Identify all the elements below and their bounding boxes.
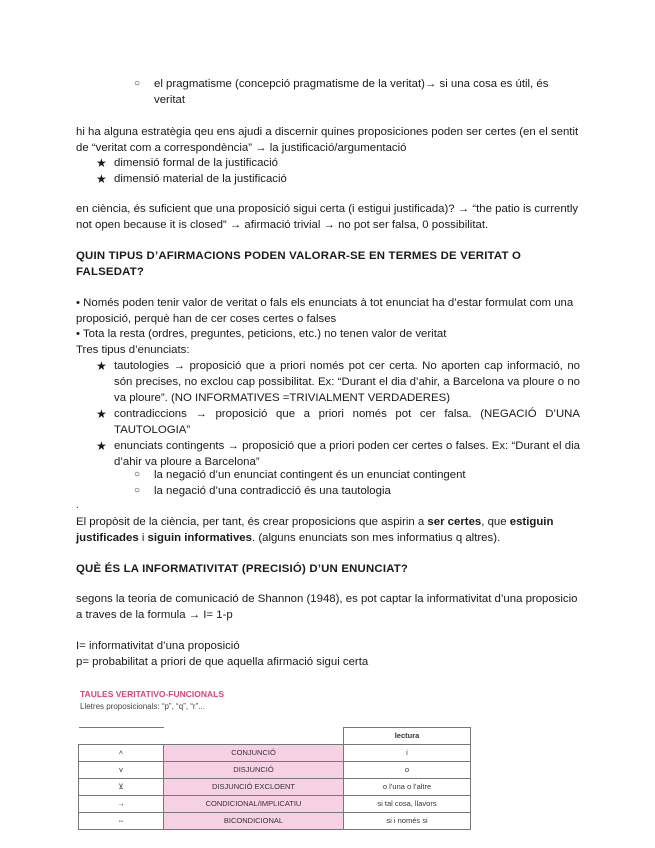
table-subtitle: Lletres proposicionals: “p”, “q”, “r”... <box>80 702 205 711</box>
symbol-cell: ⊻ <box>79 779 164 796</box>
table-header-empty <box>164 728 344 745</box>
paragraph-purpose <box>76 514 580 546</box>
paragraph-rest: • Tota la resta (ordres, preguntes, peticions, etc.) no tenen valor de veritat <box>76 328 447 340</box>
connective-cell: CONJUNCIÓ <box>164 745 344 762</box>
table-row <box>79 762 471 779</box>
purpose-bold-justified: estiguin justificades <box>76 516 554 544</box>
table-title: TAULES VERITATIVO-FUNCIONALS <box>80 689 225 699</box>
purpose-text: , que <box>481 516 510 528</box>
truth-functional-table <box>78 727 471 830</box>
circle-bullet-icon: ○ <box>134 485 141 496</box>
table-row <box>79 796 471 813</box>
paragraph-shannon: segons la teoria de comunicació de Shannon (1948), es pot captar la informativitat d’una proposicio a traves de la formula → I= 1-p <box>76 593 578 621</box>
definition-i: I= informativitat d’una proposició <box>76 640 240 652</box>
reading-cell: si i només si <box>344 813 471 830</box>
purpose-bold-true: ser certes <box>427 516 482 528</box>
list-item <box>133 483 580 499</box>
connective-cell: CONDICIONAL/IMPLICATIU <box>164 796 344 813</box>
list-item <box>133 76 580 108</box>
section-heading: QUIN TIPUS D’AFIRMACIONS PODEN VALORAR-SE EN TERMES DE VERITAT O FALSEDAT? <box>76 250 522 278</box>
table-row <box>79 813 471 830</box>
list-item <box>96 155 580 171</box>
star-bullet-icon: ★ <box>96 156 107 170</box>
list-item-text: enunciats contingents → proposició que a priori poden cer certes o falses. Ex: “Durant el dia d’ahir va ploure a Barcelona” <box>114 440 580 468</box>
circle-bullet-icon: ○ <box>134 78 141 89</box>
star-bullet-icon: ★ <box>96 172 107 186</box>
list-item <box>96 171 580 187</box>
paragraph-only: • Només poden tenir valor de veritat o fals els enunciats à tot enunciat ha d’estar formulat com una proposició, perquè han de cer coses certes o falses <box>76 297 574 325</box>
list-item-text: dimensió material de la justificació <box>114 173 287 185</box>
definition-p: p= probabilitat a priori de que aquella afirmació sigui certa <box>76 656 369 668</box>
reading-cell: si tal cosa, llavors <box>344 796 471 813</box>
list-item-text: contradiccions → proposició que a priori només pot cer falsa. (NEGACIÓ D’UNA TAUTOLOGIA” <box>114 408 580 436</box>
section-heading: QUÈ ÉS LA INFORMATIVITAT (PRECISIÓ) D’UN ENUNCIAT? <box>76 563 409 575</box>
list-item <box>96 406 580 438</box>
table-header-empty <box>79 728 164 745</box>
purpose-text: . (alguns enunciats son mes informatius q altres). <box>251 532 501 544</box>
paragraph-strategy: hi ha alguna estratègia qeu ens ajudi a discernir quines proposiciones poden ser certes (en el sentit de “veritat com a correspondència” → la justificació/argumentació <box>76 126 579 154</box>
star-bullet-icon: ★ <box>96 407 107 421</box>
purpose-text: El propòsit de la ciència, per tant, és crear proposicions que aspirin a <box>76 516 428 528</box>
list-item <box>96 438 580 470</box>
purpose-bold-informative: siguin informatives <box>147 532 252 544</box>
statement-types-list <box>96 358 580 470</box>
stray-dot: . <box>76 500 79 511</box>
connective-cell: DISJUNCIÓ EXCLOENT <box>164 779 344 796</box>
table-row <box>79 745 471 762</box>
connective-cell: BICONDICIONAL <box>164 813 344 830</box>
list-item-text: tautologies → proposició que a priori només pot cer certa. No aporten cap informació, no són precises, no exclou cap possibilitat. Ex: “Durant el dia d’ahir, a Barcelona va ploure o no va ploure”. (NO INFORMATIVES =TRIVIALMENT VERDADERES) <box>114 360 580 404</box>
table-row <box>79 779 471 796</box>
symbol-cell: ⇔ <box>79 813 164 830</box>
strategy-list <box>96 155 580 187</box>
paragraph-science: en ciència, és suficient que una proposició sigui certa (i estigui justificada)? → “the patio is currently not open because it is closed” → afirmació trivial → no pot ser falsa, 0 possibilitat. <box>76 203 579 231</box>
list-item <box>133 467 580 483</box>
paragraph-three-types: Tres tipus d’enunciats: <box>76 344 190 356</box>
list-item-text: dimensió formal de la justificació <box>114 157 278 169</box>
list-item-text: la negació d’una contradicció és una tautologia <box>154 485 391 497</box>
list-item-text: el pragmatisme (concepció pragmatisme de la veritat)→ si una cosa es útil, és veritat <box>154 78 549 106</box>
circle-bullet-icon: ○ <box>134 469 141 480</box>
pragmatism-list <box>133 76 580 108</box>
table-header-reading: lectura <box>344 728 471 745</box>
list-item-text: la negació d’un enunciat contingent és un enunciat contingent <box>154 469 466 481</box>
symbol-cell: ˄ <box>79 745 164 762</box>
symbol-cell: v <box>79 762 164 779</box>
list-item <box>96 358 580 406</box>
reading-cell: i <box>344 745 471 762</box>
purpose-text: i <box>138 532 148 544</box>
symbol-cell: → <box>79 796 164 813</box>
table-header-row <box>79 728 471 745</box>
contingent-sublist <box>133 467 580 499</box>
reading-cell: o <box>344 762 471 779</box>
connective-cell: DISJUNCIÓ <box>164 762 344 779</box>
star-bullet-icon: ★ <box>96 439 107 453</box>
star-bullet-icon: ★ <box>96 359 107 373</box>
reading-cell: o l’una o l’altre <box>344 779 471 796</box>
